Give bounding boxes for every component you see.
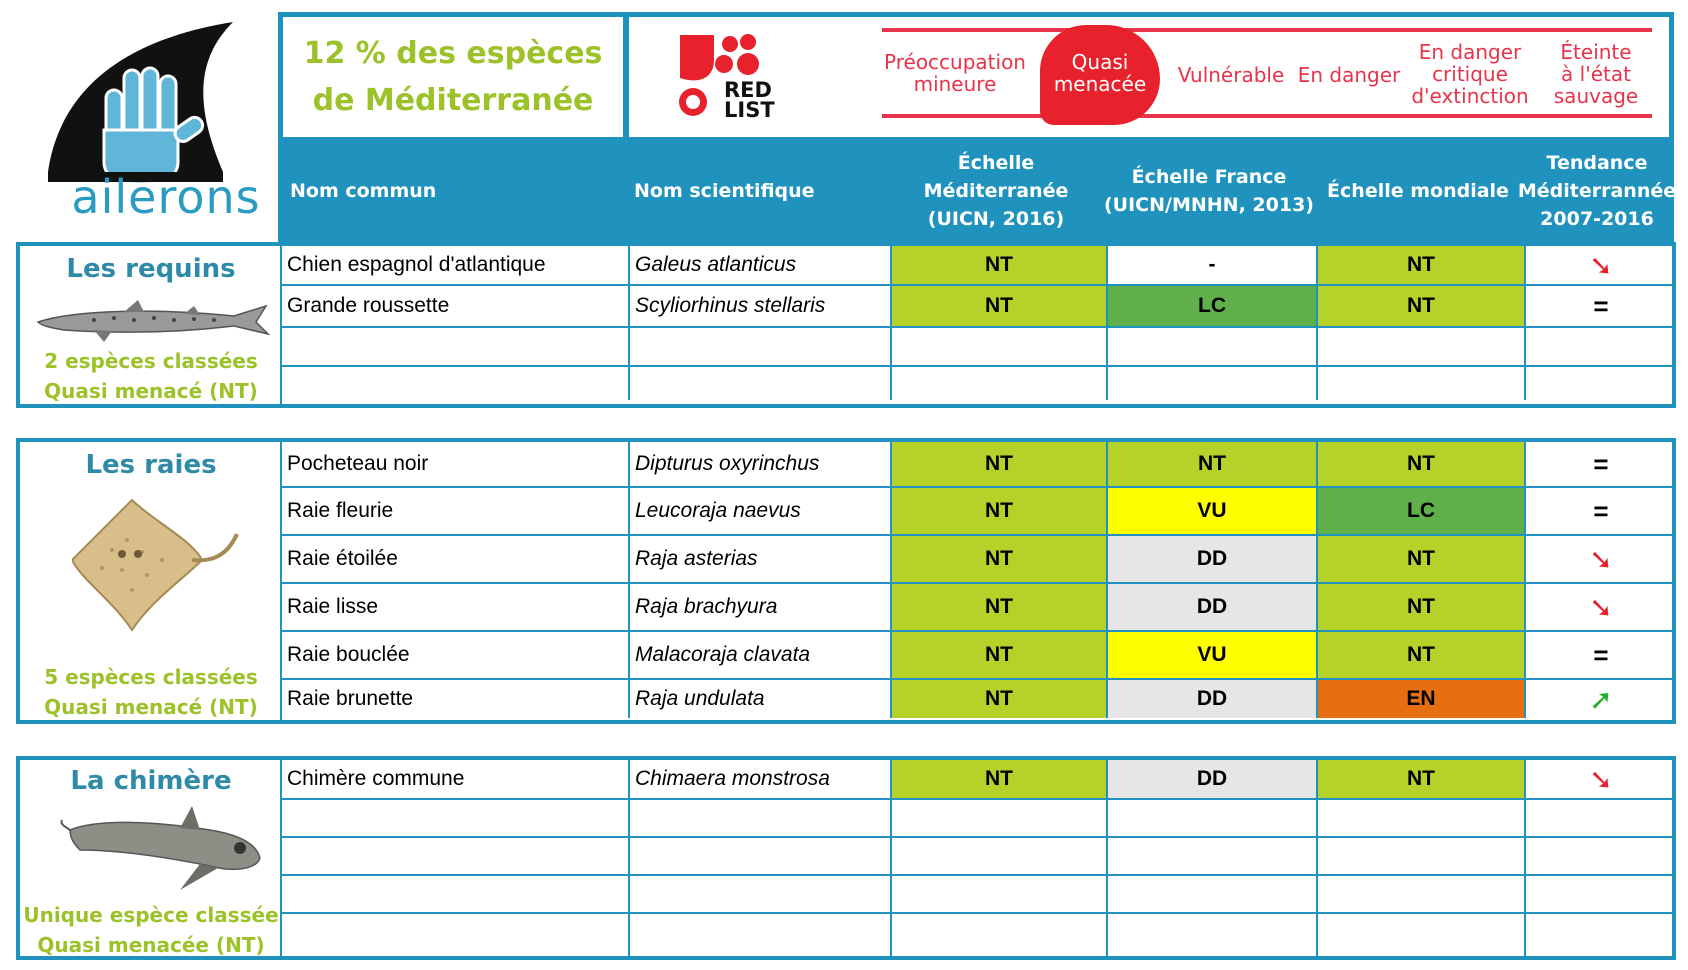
- table-row: [282, 486, 1676, 534]
- section-rays-summary: [20, 442, 282, 720]
- world-status-cell: NT: [1316, 760, 1524, 798]
- section-title: Les raies: [85, 450, 217, 480]
- world-status-cell: NT: [1316, 286, 1524, 326]
- section-caption: [20, 662, 282, 722]
- scientific-name-cell: Raja brachyura: [628, 584, 890, 630]
- column-header-world: Échelle mondiale: [1327, 179, 1509, 202]
- common-name-cell: Grande roussette: [287, 294, 450, 317]
- trend-symbol: ➘: [1589, 543, 1613, 575]
- france-status-cell: DD: [1106, 760, 1316, 798]
- france-status-cell: DD: [1106, 536, 1316, 582]
- category-nt-line1: Quasi: [1071, 50, 1129, 74]
- table-row: [282, 582, 1676, 630]
- scientific-name-cell: Raja undulata: [628, 680, 890, 718]
- trend-down-icon: [1524, 536, 1676, 582]
- category-ew-line1: Éteinte: [1560, 40, 1632, 64]
- france-status-cell: VU: [1106, 488, 1316, 534]
- category-nt-line2: menacée: [1053, 72, 1147, 96]
- scientific-name-cell: Scyliorhinus stellaris: [628, 286, 890, 326]
- france-status-cell: [1106, 328, 1316, 365]
- category-cr: [1405, 41, 1535, 107]
- redlist-wordmark: [724, 80, 775, 120]
- col-fr-line1: Échelle France: [1131, 165, 1287, 188]
- scientific-name-cell: [628, 328, 890, 365]
- table-row: [282, 678, 1676, 718]
- table-row: [282, 630, 1676, 678]
- mediterranean-status-cell: [890, 876, 1106, 912]
- france-status-cell: [1106, 876, 1316, 912]
- trend-symbol: =: [1593, 495, 1609, 526]
- category-en: [1296, 64, 1402, 86]
- trend-equal-icon: [1524, 286, 1676, 326]
- scientific-name-cell: Leucoraja naevus: [628, 488, 890, 534]
- mediterranean-status-cell: NT: [890, 632, 1106, 678]
- redlist-word-1: RED: [724, 78, 772, 102]
- category-band-bottom: [882, 114, 1652, 118]
- category-lc-line2: mineure: [913, 72, 997, 96]
- category-cr-line1: En danger: [1418, 40, 1522, 64]
- col-trend-line2: Méditerrannée: [1517, 179, 1677, 202]
- mediterranean-status-cell: NT: [890, 584, 1106, 630]
- france-status-cell: VU: [1106, 632, 1316, 678]
- trend-equal-icon: [1524, 800, 1676, 836]
- mediterranean-status-cell: [890, 367, 1106, 400]
- section-chimaera-summary: [20, 760, 282, 956]
- scientific-name-cell: Malacoraja clavata: [628, 632, 890, 678]
- france-status-cell: [1106, 838, 1316, 874]
- col-fr-line2: (UICN/MNHN, 2013): [1104, 193, 1314, 216]
- category-lc: [880, 51, 1030, 95]
- table-row: [282, 760, 1676, 798]
- common-name-cell: [282, 800, 628, 836]
- scientific-name-cell: [628, 838, 890, 874]
- section-chimaera: [16, 756, 1676, 960]
- france-status-cell: -: [1106, 246, 1316, 284]
- category-vu: [1172, 64, 1290, 86]
- category-cr-line3: d'extinction: [1411, 84, 1529, 108]
- mediterranean-status-cell: [890, 838, 1106, 874]
- category-vu-line1: Vulnérable: [1177, 63, 1285, 87]
- section-title: Les requins: [66, 254, 236, 284]
- section-title: La chimère: [70, 766, 232, 796]
- france-status-cell: [1106, 367, 1316, 400]
- col-med-line2: (UICN, 2016): [927, 207, 1065, 230]
- trend-equal-icon: [1524, 632, 1676, 678]
- category-cr-line2: critique: [1432, 62, 1508, 86]
- trend-symbol: =: [1593, 639, 1609, 670]
- section-sharks-summary: [20, 246, 282, 404]
- mediterranean-status-cell: NT: [890, 536, 1106, 582]
- trend-equal-icon: [1524, 838, 1676, 874]
- trend-equal-icon: [1524, 876, 1676, 912]
- scientific-name-cell: [628, 367, 890, 400]
- column-header-trend: [1517, 143, 1677, 238]
- scientific-name-cell: [628, 914, 890, 956]
- trend-symbol: =: [1593, 290, 1609, 321]
- common-name-cell: [282, 876, 628, 912]
- trend-equal-icon: [1524, 328, 1676, 365]
- section-sharks: [16, 242, 1676, 408]
- world-status-cell: NT: [1316, 442, 1524, 486]
- common-name-cell: [282, 367, 628, 400]
- mediterranean-status-cell: NT: [890, 442, 1106, 486]
- table-row: [282, 246, 1676, 284]
- trend-symbol: =: [1593, 448, 1609, 479]
- world-status-cell: [1316, 876, 1524, 912]
- column-header-mediterranean: [888, 143, 1104, 238]
- common-name-cell: Raie brunette: [287, 687, 414, 710]
- common-name-cell: Raie lisse: [287, 595, 379, 618]
- mediterranean-status-cell: [890, 914, 1106, 956]
- section-rays: [16, 438, 1676, 724]
- world-status-cell: LC: [1316, 488, 1524, 534]
- trend-up-icon: [1524, 680, 1676, 718]
- trend-symbol: ➚: [1589, 683, 1613, 715]
- page-title: [283, 17, 623, 137]
- trend-equal-icon: [1524, 914, 1676, 956]
- caption-line2: Quasi menacée (NT): [37, 933, 265, 957]
- scientific-name-cell: Raja asterias: [628, 536, 890, 582]
- title-line-2: de Méditerranée: [312, 83, 594, 118]
- common-name-cell: Raie fleurie: [287, 499, 394, 522]
- table-row: [282, 912, 1676, 956]
- category-nt: [1040, 51, 1160, 95]
- category-ew: [1540, 41, 1652, 107]
- mediterranean-status-cell: [890, 328, 1106, 365]
- france-status-cell: [1106, 914, 1316, 956]
- common-name-cell: [282, 914, 628, 956]
- col-trend-line3: 2007-2016: [1540, 207, 1654, 230]
- world-status-cell: NT: [1316, 246, 1524, 284]
- category-en-line1: En danger: [1297, 63, 1401, 87]
- world-status-cell: NT: [1316, 632, 1524, 678]
- scientific-name-cell: Dipturus oxyrinchus: [628, 442, 890, 486]
- trend-equal-icon: [1524, 442, 1676, 486]
- table-row: [282, 534, 1676, 582]
- section-caption: [20, 346, 282, 406]
- table-row: [282, 326, 1676, 365]
- trend-symbol: ➘: [1589, 591, 1613, 623]
- world-status-cell: [1316, 800, 1524, 836]
- mediterranean-status-cell: [890, 800, 1106, 836]
- france-status-cell: DD: [1106, 584, 1316, 630]
- trend-symbol: ➘: [1589, 249, 1613, 281]
- table-row: [282, 874, 1676, 912]
- trend-down-icon: [1524, 584, 1676, 630]
- scientific-name-cell: Chimaera monstrosa: [628, 760, 890, 798]
- chimaera-illustration-icon: [60, 800, 270, 894]
- common-name-cell: Chien espagnol d'atlantique: [287, 253, 546, 276]
- category-band-top: [882, 28, 1652, 32]
- column-header-common-name: Nom commun: [290, 179, 437, 202]
- redlist-word-2: LIST: [724, 98, 775, 122]
- table-row: [282, 798, 1676, 836]
- category-ew-line3: sauvage: [1553, 84, 1639, 108]
- shark-illustration-icon: [34, 296, 272, 346]
- table-row: [282, 365, 1676, 400]
- scientific-name-cell: [628, 876, 890, 912]
- common-name-cell: Raie étoilée: [287, 547, 398, 570]
- common-name-cell: Chimère commune: [287, 767, 465, 790]
- trend-equal-icon: [1524, 367, 1676, 400]
- caption-line1: 5 espèces classées: [44, 665, 258, 689]
- mediterranean-status-cell: NT: [890, 680, 1106, 718]
- ray-illustration-icon: [72, 490, 242, 640]
- common-name-cell: Pocheteau noir: [287, 452, 429, 475]
- category-lc-line1: Préoccupation: [884, 50, 1026, 74]
- world-status-cell: NT: [1316, 584, 1524, 630]
- common-name-cell: [282, 328, 628, 365]
- france-status-cell: DD: [1106, 680, 1316, 718]
- mediterranean-status-cell: NT: [890, 760, 1106, 798]
- mediterranean-status-cell: NT: [890, 246, 1106, 284]
- world-status-cell: [1316, 367, 1524, 400]
- trend-down-icon: [1524, 760, 1676, 798]
- mediterranean-status-cell: NT: [890, 286, 1106, 326]
- france-status-cell: [1106, 800, 1316, 836]
- scientific-name-cell: [628, 800, 890, 836]
- world-status-cell: [1316, 914, 1524, 956]
- caption-line1: Unique espèce classée: [23, 903, 279, 927]
- table-row: [282, 836, 1676, 874]
- world-status-cell: NT: [1316, 536, 1524, 582]
- france-status-cell: LC: [1106, 286, 1316, 326]
- common-name-cell: [282, 838, 628, 874]
- mediterranean-status-cell: NT: [890, 488, 1106, 534]
- world-status-cell: EN: [1316, 680, 1524, 718]
- caption-line2: Quasi menacé (NT): [44, 695, 258, 719]
- title-line-1: 12 % des espèces: [303, 36, 603, 71]
- common-name-cell: Raie bouclée: [287, 643, 410, 666]
- trend-symbol: ➘: [1589, 763, 1613, 795]
- trend-equal-icon: [1524, 488, 1676, 534]
- col-med-line1: Échelle Méditerranée: [923, 151, 1069, 202]
- column-header-scientific-name: Nom scientifique: [634, 179, 815, 202]
- trend-down-icon: [1524, 246, 1676, 284]
- ailerons-logo: [18, 12, 280, 240]
- world-status-cell: [1316, 838, 1524, 874]
- logo-wordmark: ailerons: [71, 170, 261, 224]
- column-header-france: [1104, 143, 1314, 238]
- caption-line1: 2 espèces classées: [44, 349, 258, 373]
- france-status-cell: NT: [1106, 442, 1316, 486]
- world-status-cell: [1316, 328, 1524, 365]
- category-ew-line2: à l'état: [1561, 62, 1631, 86]
- table-row: [282, 284, 1676, 326]
- scientific-name-cell: Galeus atlanticus: [628, 246, 890, 284]
- section-caption: [20, 900, 282, 960]
- col-trend-line1: Tendance: [1546, 151, 1648, 174]
- table-row: [282, 442, 1676, 486]
- caption-line2: Quasi menacé (NT): [44, 379, 258, 403]
